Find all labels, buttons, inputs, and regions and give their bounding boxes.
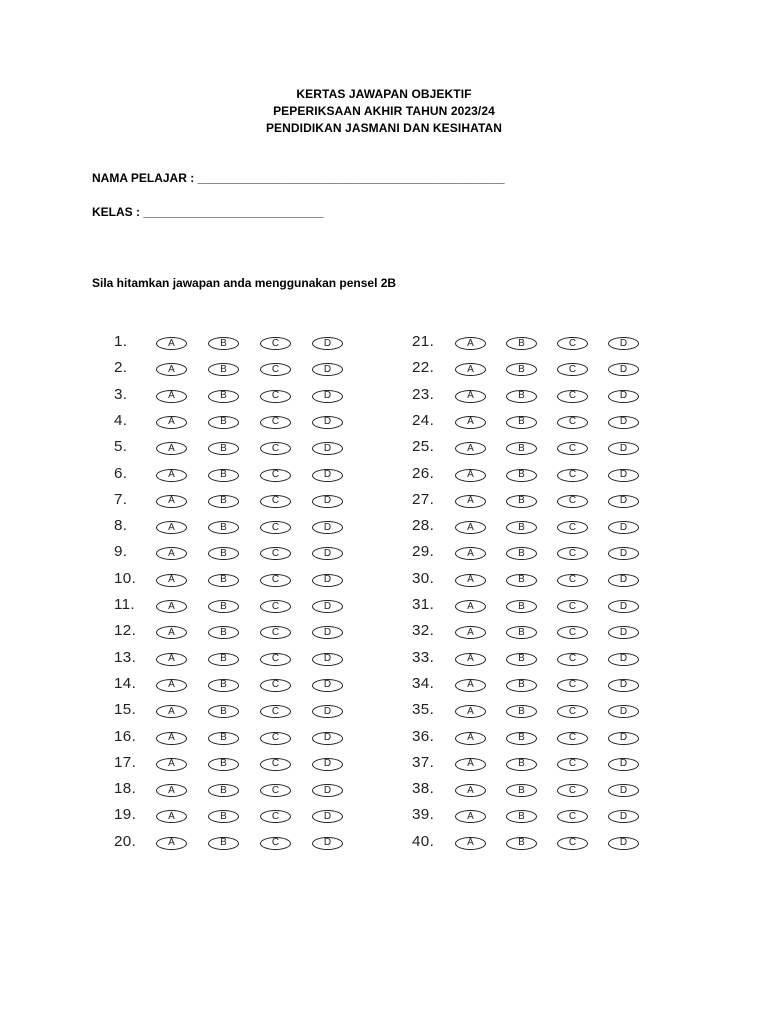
question-number: 40. — [412, 833, 435, 850]
answer-bubble-b[interactable]: B — [506, 732, 537, 745]
question-row — [114, 492, 346, 510]
answer-bubble-b[interactable]: B — [506, 679, 537, 692]
answer-bubble-b[interactable]: B — [506, 758, 537, 771]
answer-bubble-a[interactable]: A — [156, 705, 187, 718]
instruction-text: Sila hitamkan jawapan anda menggunakan pensel 2B — [92, 276, 397, 290]
answer-bubble-c[interactable]: C — [557, 521, 588, 534]
answer-bubble-b[interactable]: B — [208, 521, 239, 534]
answer-bubble-d[interactable]: D — [312, 837, 343, 850]
answer-bubble-a[interactable]: A — [455, 653, 486, 666]
answer-bubble-c[interactable]: C — [557, 705, 588, 718]
question-row — [114, 676, 346, 694]
answer-bubble-d[interactable]: D — [608, 679, 639, 692]
answer-bubble-a[interactable]: A — [156, 626, 187, 639]
question-row — [114, 702, 346, 720]
answer-bubble-b[interactable]: B — [208, 337, 239, 350]
question-number: 35. — [412, 702, 435, 719]
answer-bubble-d[interactable]: D — [312, 390, 343, 403]
answer-bubble-a[interactable]: A — [455, 442, 486, 455]
question-row — [412, 834, 642, 852]
answer-bubble-a[interactable]: A — [455, 547, 486, 560]
question-row — [114, 466, 346, 484]
question-row — [114, 360, 346, 378]
question-number: 19. — [114, 807, 137, 824]
answer-bubble-a[interactable]: A — [455, 363, 486, 376]
answer-bubble-b[interactable]: B — [506, 469, 537, 482]
question-row — [114, 807, 346, 825]
question-row — [412, 650, 642, 668]
answer-bubble-b[interactable]: B — [506, 705, 537, 718]
question-row — [412, 807, 642, 825]
answer-bubble-c[interactable]: C — [557, 653, 588, 666]
answer-bubble-c[interactable]: C — [557, 363, 588, 376]
answer-bubble-d[interactable]: D — [608, 495, 639, 508]
question-number: 38. — [412, 781, 435, 798]
answer-bubble-a[interactable]: A — [156, 837, 187, 850]
question-number: 33. — [412, 649, 435, 666]
answer-bubble-c[interactable]: C — [260, 784, 291, 797]
answer-bubble-c[interactable]: C — [260, 732, 291, 745]
question-row — [114, 544, 346, 562]
answer-bubble-b[interactable]: B — [208, 442, 239, 455]
header-title-line-2: PEPERIKSAAN AKHIR TAHUN 2023/24 — [273, 104, 495, 118]
answer-bubble-d[interactable]: D — [608, 837, 639, 850]
answer-bubble-b[interactable]: B — [506, 784, 537, 797]
question-row — [114, 518, 346, 536]
answer-bubble-a[interactable]: A — [455, 810, 486, 823]
answer-bubble-a[interactable]: A — [455, 574, 486, 587]
answer-bubble-a[interactable]: A — [455, 521, 486, 534]
answer-bubble-c[interactable]: C — [260, 758, 291, 771]
answer-bubble-a[interactable]: A — [455, 705, 486, 718]
question-row — [412, 334, 642, 352]
answer-bubble-d[interactable]: D — [312, 653, 343, 666]
answer-bubble-d[interactable]: D — [312, 442, 343, 455]
question-number: 29. — [412, 544, 435, 561]
question-row — [114, 597, 346, 615]
answer-bubble-d[interactable]: D — [312, 495, 343, 508]
question-row — [412, 755, 642, 773]
answer-bubble-c[interactable]: C — [260, 390, 291, 403]
answer-bubble-a[interactable]: A — [156, 810, 187, 823]
answer-bubble-d[interactable]: D — [312, 574, 343, 587]
question-number: 34. — [412, 675, 435, 692]
answer-bubble-c[interactable]: C — [557, 416, 588, 429]
answer-bubble-d[interactable]: D — [312, 705, 343, 718]
answer-bubble-c[interactable]: C — [260, 416, 291, 429]
answer-bubble-b[interactable]: B — [208, 390, 239, 403]
answer-bubble-a[interactable]: A — [455, 837, 486, 850]
question-row — [412, 702, 642, 720]
header-title-line-1: KERTAS JAWAPAN OBJEKTIF — [296, 87, 472, 101]
answer-bubble-b[interactable]: B — [208, 758, 239, 771]
answer-bubble-c[interactable]: C — [260, 679, 291, 692]
answer-bubble-c[interactable]: C — [557, 758, 588, 771]
question-number: 11. — [114, 597, 135, 613]
question-number: 31. — [412, 597, 435, 613]
answer-bubble-d[interactable]: D — [608, 363, 639, 376]
question-number: 28. — [412, 518, 435, 535]
answer-bubble-b[interactable]: B — [208, 495, 239, 508]
answer-bubble-b[interactable]: B — [506, 653, 537, 666]
question-row — [412, 413, 642, 431]
answer-bubble-b[interactable]: B — [208, 600, 239, 613]
answer-bubble-b[interactable]: B — [506, 837, 537, 850]
question-number: 13. — [114, 649, 137, 666]
answer-bubble-b[interactable]: B — [208, 363, 239, 376]
answer-bubble-c[interactable]: C — [557, 810, 588, 823]
answer-bubble-d[interactable]: D — [608, 442, 639, 455]
answer-bubble-d[interactable]: D — [608, 784, 639, 797]
question-row — [114, 387, 346, 405]
answer-bubble-a[interactable]: A — [156, 521, 187, 534]
answer-bubble-d[interactable]: D — [312, 469, 343, 482]
answer-bubble-a[interactable]: A — [156, 574, 187, 587]
question-number: 8. — [114, 518, 128, 535]
answer-bubble-c[interactable]: C — [260, 442, 291, 455]
answer-bubble-c[interactable]: C — [557, 837, 588, 850]
question-row — [412, 492, 642, 510]
answer-bubble-d[interactable]: D — [608, 547, 639, 560]
answer-bubble-a[interactable]: A — [156, 363, 187, 376]
answer-bubble-b[interactable]: B — [506, 390, 537, 403]
answer-bubble-b[interactable]: B — [208, 547, 239, 560]
answer-bubble-c[interactable]: C — [557, 784, 588, 797]
answer-bubble-a[interactable]: A — [156, 495, 187, 508]
question-number: 25. — [412, 439, 435, 456]
question-number: 18. — [114, 781, 137, 798]
answer-bubble-b[interactable]: B — [208, 679, 239, 692]
question-number: 37. — [412, 754, 435, 771]
question-number: 6. — [114, 465, 128, 482]
question-row — [114, 334, 346, 352]
answer-bubble-d[interactable]: D — [312, 626, 343, 639]
answer-bubble-c[interactable]: C — [557, 600, 588, 613]
question-row — [412, 518, 642, 536]
answer-bubble-d[interactable]: D — [608, 390, 639, 403]
answer-bubble-d[interactable]: D — [608, 574, 639, 587]
answer-bubble-d[interactable]: D — [312, 810, 343, 823]
answer-bubble-a[interactable]: A — [455, 469, 486, 482]
question-number: 32. — [412, 623, 435, 640]
answer-bubble-d[interactable]: D — [312, 758, 343, 771]
question-number: 14. — [114, 675, 137, 692]
question-row — [412, 466, 642, 484]
answer-bubble-a[interactable]: A — [156, 442, 187, 455]
answer-bubble-b[interactable]: B — [208, 810, 239, 823]
answer-bubble-b[interactable]: B — [208, 574, 239, 587]
answer-bubble-d[interactable]: D — [608, 337, 639, 350]
answer-bubble-a[interactable]: A — [455, 337, 486, 350]
answer-bubble-c[interactable]: C — [557, 574, 588, 587]
question-row — [114, 650, 346, 668]
answer-bubble-b[interactable]: B — [208, 732, 239, 745]
question-number: 5. — [114, 439, 128, 456]
answer-bubble-c[interactable]: C — [557, 732, 588, 745]
answer-bubble-a[interactable]: A — [156, 547, 187, 560]
answer-bubble-c[interactable]: C — [557, 495, 588, 508]
question-row — [412, 676, 642, 694]
answer-bubble-a[interactable]: A — [455, 784, 486, 797]
question-row — [412, 439, 642, 457]
answer-bubble-d[interactable]: D — [608, 600, 639, 613]
question-row — [114, 413, 346, 431]
question-row — [114, 781, 346, 799]
answer-bubble-a[interactable]: A — [455, 416, 486, 429]
question-number: 39. — [412, 807, 435, 824]
answer-bubble-b[interactable]: B — [506, 574, 537, 587]
answer-bubble-b[interactable]: B — [208, 416, 239, 429]
question-row — [114, 571, 346, 589]
question-row — [114, 729, 346, 747]
question-number: 26. — [412, 465, 435, 482]
answer-bubble-c[interactable]: C — [260, 653, 291, 666]
question-number: 16. — [114, 728, 137, 745]
answer-bubble-b[interactable]: B — [506, 521, 537, 534]
answer-bubble-c[interactable]: C — [557, 679, 588, 692]
answer-bubble-d[interactable]: D — [608, 521, 639, 534]
answer-bubble-c[interactable]: C — [557, 442, 588, 455]
answer-bubble-d[interactable]: D — [312, 784, 343, 797]
answer-bubble-c[interactable]: C — [260, 337, 291, 350]
question-row — [114, 834, 346, 852]
answer-bubble-a[interactable]: A — [156, 390, 187, 403]
question-row — [412, 571, 642, 589]
answer-bubble-d[interactable]: D — [608, 732, 639, 745]
answer-bubble-a[interactable]: A — [455, 390, 486, 403]
answer-bubble-b[interactable]: B — [208, 837, 239, 850]
question-row — [412, 544, 642, 562]
answer-bubble-c[interactable]: C — [260, 469, 291, 482]
answer-bubble-d[interactable]: D — [312, 732, 343, 745]
answer-bubble-c[interactable]: C — [260, 600, 291, 613]
question-row — [114, 755, 346, 773]
answer-bubble-a[interactable]: A — [156, 784, 187, 797]
question-row — [412, 781, 642, 799]
answer-bubble-c[interactable]: C — [260, 521, 291, 534]
question-number: 20. — [114, 833, 137, 850]
answer-bubble-b[interactable]: B — [506, 600, 537, 613]
answer-bubble-c[interactable]: C — [260, 837, 291, 850]
question-number: 36. — [412, 728, 435, 745]
answer-bubble-c[interactable]: C — [260, 574, 291, 587]
answer-bubble-a[interactable]: A — [156, 469, 187, 482]
question-number: 23. — [412, 386, 435, 403]
answer-bubble-d[interactable]: D — [608, 416, 639, 429]
question-row — [412, 597, 642, 615]
answer-bubble-a[interactable]: A — [455, 679, 486, 692]
answer-bubble-c[interactable]: C — [260, 705, 291, 718]
question-number: 22. — [412, 360, 435, 377]
header-title-line-3: PENDIDIKAN JASMANI DAN KESIHATAN — [265, 121, 503, 135]
answer-bubble-d[interactable]: D — [608, 653, 639, 666]
answer-bubble-c[interactable]: C — [557, 390, 588, 403]
question-number: 9. — [114, 544, 128, 561]
answer-bubble-b[interactable]: B — [208, 653, 239, 666]
answer-bubble-b[interactable]: B — [506, 416, 537, 429]
answer-bubble-c[interactable]: C — [260, 810, 291, 823]
answer-bubble-b[interactable]: B — [506, 547, 537, 560]
question-number: 3. — [114, 386, 128, 403]
answer-bubble-d[interactable]: D — [608, 469, 639, 482]
question-number: 27. — [412, 491, 435, 508]
question-row — [412, 387, 642, 405]
question-number: 21. — [412, 334, 435, 350]
question-number: 17. — [114, 754, 137, 771]
question-row — [114, 623, 346, 641]
answer-bubble-c[interactable]: C — [557, 337, 588, 350]
answer-bubble-c[interactable]: C — [557, 626, 588, 639]
answer-bubble-b[interactable]: B — [208, 469, 239, 482]
answer-bubble-c[interactable]: C — [260, 495, 291, 508]
answer-bubble-a[interactable]: A — [455, 600, 486, 613]
answer-bubble-d[interactable]: D — [312, 600, 343, 613]
answer-bubble-d[interactable]: D — [608, 705, 639, 718]
question-number: 12. — [114, 623, 137, 640]
answer-bubble-a[interactable]: A — [156, 732, 187, 745]
answer-bubble-a[interactable]: A — [156, 653, 187, 666]
question-number: 15. — [114, 702, 137, 719]
answer-bubble-d[interactable]: D — [312, 363, 343, 376]
answer-bubble-b[interactable]: B — [506, 442, 537, 455]
answer-bubble-a[interactable]: A — [156, 600, 187, 613]
question-number: 7. — [114, 491, 128, 508]
answer-bubble-d[interactable]: D — [312, 547, 343, 560]
answer-bubble-d[interactable]: D — [312, 521, 343, 534]
answer-bubble-b[interactable]: B — [506, 626, 537, 639]
answer-bubble-b[interactable]: B — [506, 810, 537, 823]
answer-bubble-d[interactable]: D — [312, 337, 343, 350]
question-row — [412, 360, 642, 378]
answer-bubble-b[interactable]: B — [506, 337, 537, 350]
answer-bubble-c[interactable]: C — [260, 626, 291, 639]
question-number: 1. — [114, 334, 128, 350]
document-header — [0, 86, 768, 137]
question-number: 24. — [412, 412, 435, 429]
answer-bubble-d[interactable]: D — [312, 679, 343, 692]
answer-bubble-b[interactable]: B — [208, 705, 239, 718]
answer-bubble-a[interactable]: A — [455, 758, 486, 771]
answer-bubble-a[interactable]: A — [455, 495, 486, 508]
answer-bubble-c[interactable]: C — [557, 469, 588, 482]
class-field[interactable]: KELAS : ___________________________ — [92, 205, 324, 219]
question-number: 30. — [412, 570, 435, 587]
question-number: 2. — [114, 360, 128, 377]
answer-bubble-c[interactable]: C — [260, 547, 291, 560]
answer-bubble-b[interactable]: B — [208, 784, 239, 797]
question-number: 4. — [114, 412, 128, 429]
student-name-field[interactable]: NAMA PELAJAR : ______________________________________________ — [92, 171, 505, 185]
answer-bubble-a[interactable]: A — [156, 758, 187, 771]
answer-bubble-c[interactable]: C — [557, 547, 588, 560]
question-row — [412, 623, 642, 641]
answer-bubble-d[interactable]: D — [608, 810, 639, 823]
answer-bubble-a[interactable]: A — [156, 679, 187, 692]
answer-bubble-d[interactable]: D — [608, 758, 639, 771]
answer-grid — [0, 334, 768, 864]
answer-bubble-b[interactable]: B — [506, 363, 537, 376]
answer-bubble-d[interactable]: D — [312, 416, 343, 429]
answer-bubble-a[interactable]: A — [156, 337, 187, 350]
question-row — [412, 729, 642, 747]
answer-bubble-a[interactable]: A — [455, 626, 486, 639]
question-row — [114, 439, 346, 457]
answer-bubble-b[interactable]: B — [506, 495, 537, 508]
answer-bubble-b[interactable]: B — [208, 626, 239, 639]
answer-bubble-c[interactable]: C — [260, 363, 291, 376]
question-number: 10. — [114, 570, 137, 587]
answer-bubble-a[interactable]: A — [156, 416, 187, 429]
answer-bubble-a[interactable]: A — [455, 732, 486, 745]
answer-bubble-d[interactable]: D — [608, 626, 639, 639]
